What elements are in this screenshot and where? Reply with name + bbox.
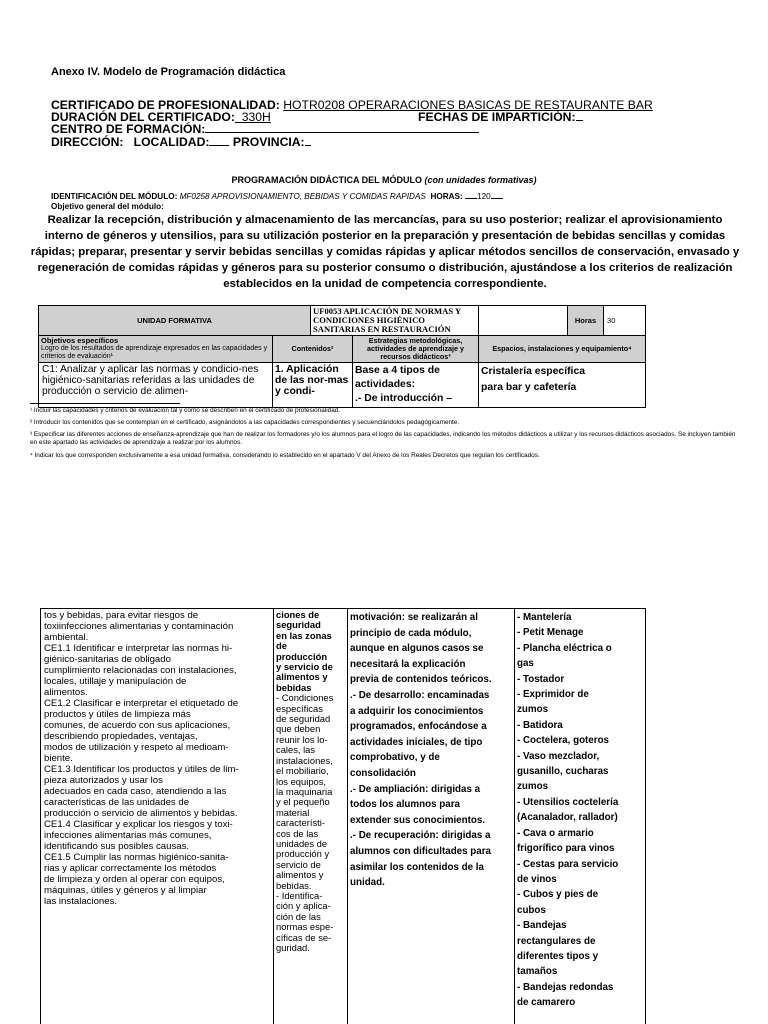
col-spaces-header: Espacios, instalaciones y equipamiento⁴ (479, 336, 646, 363)
strategy-line: motivación: se realizarán al (350, 612, 478, 623)
dates-label: FECHAS DE IMPARTICIÓN: (418, 110, 576, 124)
content-line: alimentos y (276, 869, 324, 881)
address-line (51, 136, 311, 148)
equipment-item: diferentes tipos y (517, 950, 599, 962)
content-line: - Identifica- (276, 889, 323, 901)
objective-line: de limpieza y orden al operar con equipos, (44, 874, 225, 885)
equipment-item: - Cava o armario (517, 827, 594, 839)
strategy-line: actividades iniciales, de tipo (350, 736, 483, 748)
objective-line: alimentos. (44, 687, 88, 698)
objective-line: locales, utillaje y manipulación de (44, 676, 187, 687)
col-strategies-header: Estrategias metodológicas, actividades de aprendizaje y recursos didácticos³ (353, 336, 479, 363)
equipment-item: - Petit Menage (517, 627, 584, 639)
equipment-item: - Coctelera, goteros (517, 735, 610, 747)
address-label: DIRECCIÓN: (51, 135, 124, 149)
equipment-item: rectangulares de (517, 935, 596, 947)
content-line: cos de las (276, 827, 319, 839)
content-line: cíficas de se- (276, 931, 332, 943)
equipment-item: - Cubos y pies de (517, 889, 599, 901)
strategy-line: .- De recuperación: dirigidas a (350, 830, 491, 842)
uf-hours-label: Horas (568, 306, 604, 336)
strategy-cell: Base a 4 tipos de actividades: .- De introducción – (353, 363, 479, 408)
equipment-item: - Batidora (517, 719, 563, 731)
strategy-line: todos los alumnos para (350, 799, 460, 811)
strategy-line: necesitará la explicación (350, 658, 466, 670)
content-heading-line: ciones de (276, 609, 320, 620)
content-line: unidades de (276, 837, 328, 849)
objective-line: características de las unidades de (44, 797, 190, 808)
strategy-line: programados, enfocándose a (350, 721, 487, 733)
center-line (51, 123, 479, 135)
content-line: el mobiliario, (276, 765, 329, 777)
objective-line: CE1.4 Clasificar y explicar los riesgos y toxi- (44, 819, 233, 830)
formative-unit-table (38, 305, 646, 408)
footnote-4: ⁴ Indicar los que corresponden exclusivamente a esa unidad formativa, considerando lo establecido en el apartado V del Anexo de los Reales Decretos que regulan los certificados. (30, 452, 540, 459)
province-label: PROVINCIA: (232, 135, 305, 149)
objective-line: comunes, de acuerdo con sus aplicaciones, (44, 720, 231, 731)
strategy-line: asimilar los contenidos de la (350, 861, 484, 873)
strategy-line: alumnos con dificultades para (350, 845, 491, 857)
objective-line: máquinas, útiles y géneros y al limpiar (44, 885, 207, 896)
dates-line (418, 111, 583, 123)
objective-line: identificando sus posibles causas. (44, 841, 190, 852)
uf-label-cell: UNIDAD FORMATIVA (39, 306, 311, 336)
content-line: ción y aplica- (276, 900, 331, 912)
equipment-item: gusanillo, cucharas (517, 766, 609, 778)
footnote-2: ² Introducir los contenidos que se contemplan en el certificado, asignándolos a las capacidades correspondientes y secuenciándolos pedagógicamente. (30, 419, 460, 426)
strategy-line: unidad. (350, 877, 385, 889)
duration-label: DURACIÓN DEL CERTIFICADO: (51, 110, 235, 124)
content-heading-line: bebidas (276, 681, 312, 693)
objective-line: infecciones alimentarias más comunes, (44, 830, 212, 841)
content-line: instalaciones, (276, 754, 333, 766)
duration-value: 330H (241, 110, 271, 124)
objective-label: Objetivo general del módulo: (51, 202, 164, 211)
strategy-line: consolidación (350, 767, 416, 779)
content-line: y el pequeño (276, 796, 330, 808)
strategies-continued-cell (348, 609, 515, 1024)
equipment-item: - Exprimidor de (517, 689, 589, 701)
objective-line: modos de utilización y respeto al medioam- (44, 742, 229, 753)
objective-text: Realizar la recepción, distribución y almacenamiento de las mercancías, para su uso posterior; realizar el aprovisionamiento interno de géneros y utensilios, para su utilización posterior en la preparación y presentación de bebidas sencillas y comidas rápidas; preparar, presentar y servir bebidas sencillas y comidas rápidas y aplicar métodos sencillos de conservación, envasado y regeneración de comidas rápidas y géneros para su posterior consumo o distribución, ajustándose a los criterios de realización establecidos en la unidad de competencia correspondiente. (30, 214, 740, 290)
objective-line: cumplimiento relacionadas con instalaciones, (44, 665, 237, 676)
module-id-value: MF0258 APROVISIONAMIENTO, BEBIDAS Y COMIDAS RAPIDAS (179, 192, 426, 201)
strategy-line: principio de cada módulo, (350, 627, 472, 639)
equipment-item: - Bandejas (517, 920, 567, 932)
equipment-item: - Cestas para servicio (517, 858, 619, 870)
content-line: la maquinaria (276, 785, 333, 797)
content-line: bebidas. (276, 879, 312, 891)
content-heading-line: y servicio de (276, 661, 333, 673)
certificate-label: CERTIFICADO DE PROFESIONALIDAD: (51, 98, 280, 112)
content-cell: 1. Aplicación de las nor-mas y condi- (273, 363, 353, 408)
content-line: servicio de (276, 858, 321, 870)
objectives-continued-cell (41, 609, 274, 1024)
equipment-item: zumos (517, 781, 549, 793)
footnote-3: ³ Especificar las diferentes acciones de enseñanza-aprendizaje que han de realizar los formadores y/o los alumnos para el logro de las capacidades, indicando los métodos didácticos a utilizar y los recursos didácticos asociados. Se incluyen también en este apartado las actividades de aprendizaje a realizar por los alumnos. (30, 431, 736, 446)
uf-hours-value: 30 (604, 306, 646, 336)
objective-line: giénico-sanitarias de obligado (44, 654, 171, 665)
content-line: que deben (276, 723, 321, 735)
content-line: característi- (276, 817, 325, 829)
col-contents-header: Contenidos² (273, 336, 353, 363)
content-line: reunir los lo- (276, 733, 328, 745)
equipment-list-cell (515, 609, 646, 1024)
spaces-cell: Cristalería específica para bar y cafetería (479, 363, 646, 408)
module-title: PROGRAMACIÓN DIDÁCTICA DEL MÓDULO (con unidades formativas) (231, 175, 537, 185)
objective-line: CE1.2 Clasificar e interpretar el etiquetado de (44, 698, 239, 709)
objective-line: CE1.1 Identificar e interpretar las normas hi- (44, 643, 233, 654)
equipment-item: - Mantelería (517, 612, 572, 623)
content-line: normas espe- (276, 921, 334, 933)
content-line: material (276, 806, 310, 818)
objective-line: CE1.5 Cumplir las normas higiénico-sanita- (44, 852, 229, 863)
equipment-item: frigorífico para vinos (517, 843, 615, 855)
content-line: - Condiciones (276, 692, 334, 704)
continuation-table (40, 608, 646, 1024)
objective-line: biente. (44, 753, 73, 764)
objective-line: describiendo propiedades, ventajas, (44, 731, 198, 742)
objective-line: las instalaciones. (44, 896, 118, 907)
strategy-line: extender sus conocimientos. (350, 814, 486, 826)
equipment-item: de camarero (517, 997, 576, 1009)
equipment-item: - Plancha eléctrica o (517, 642, 612, 654)
content-line: producción y (276, 848, 330, 860)
objective-line: productos y útiles de limpieza más (44, 709, 191, 720)
content-heading-line: en las zonas (276, 629, 332, 641)
equipment-item: - Utensilios coctelería (517, 796, 619, 808)
strategy-line: comprobativo, y de (350, 752, 440, 764)
objective-c1-cell: C1: Analizar y aplicar las normas y condicio-nes higiénico-sanitarias referidas a las unidades de producción o servicio de alimen- (39, 363, 273, 408)
equipment-item: de vinos (517, 873, 557, 885)
equipment-item: zumos (517, 704, 549, 716)
footnote-divider (30, 403, 180, 404)
objective-line: adecuados en cada caso, atendiendo a las (44, 786, 227, 797)
certificate-value: HOTR0208 OPERARACIONES BASICAS DE RESTAURANTE BAR (283, 98, 653, 112)
equipment-item: - Vaso mezclador, (517, 750, 600, 762)
strategy-line: aunque en algunos casos se (350, 643, 484, 655)
equipment-item: tamaños (517, 966, 558, 978)
content-heading-line: producción (276, 650, 328, 662)
objective-line: pieza autorizados y usar los (44, 775, 163, 786)
equipment-item: cubos (517, 904, 546, 916)
objective-line: toxiinfecciones alimentarias y contaminación (44, 621, 234, 632)
objective-line: rias y aplicar correctamente los métodos (44, 863, 217, 874)
contents-continued-cell (274, 609, 348, 1024)
center-label: CENTRO DE FORMACIÓN: (51, 122, 206, 136)
content-line: cales, las (276, 744, 316, 756)
objective-line: CE1.3 Identificar los productos y útiles de lim- (44, 764, 239, 775)
content-heading-line: seguridad (276, 619, 321, 631)
content-line: los equipos, (276, 775, 327, 787)
locality-label: LOCALIDAD: (133, 135, 210, 149)
module-identification: IDENTIFICACIÓN DEL MÓDULO: MF0258 APROVISIONAMIENTO, BEBIDAS Y COMIDAS RAPIDAS HORAS: 120 (51, 192, 503, 201)
col-objectives-header: Objetivos específicos Logro de los resultados de aprendizaje expresados en las capacidades y criterios de evaluación¹ (39, 336, 273, 363)
content-line: de seguridad (276, 713, 331, 725)
module-hours-value: 120 (477, 192, 491, 201)
content-line: guridad. (276, 942, 310, 953)
objective-line: tos y bebidas, para evitar riesgos de (44, 610, 199, 621)
objective-line: ambiental. (44, 632, 89, 643)
equipment-item: gas (517, 658, 534, 670)
annex-title: Anexo IV. Modelo de Programación didáctica (51, 66, 286, 78)
equipment-item: (Acanalador, rallador) (517, 812, 618, 824)
content-heading-line: de (276, 640, 287, 652)
strategy-line: .- De desarrollo: encaminadas (350, 689, 490, 701)
content-line: específicas (276, 702, 323, 714)
footnote-1: ¹ Incluir las capacidades y criterios de evaluación tal y como se describen en el certificado de profesionalidad. (30, 407, 341, 414)
strategy-line: a adquirir los conocimientos (350, 705, 484, 717)
uf-title-cell: UF0053 APLICACIÓN DE NORMAS Y CONDICIONES HIGIÉNICO SANITARIAS EN RESTAURACIÓN (311, 306, 479, 336)
objective-line: producción o servicio de alimentos y bebidas. (44, 808, 238, 819)
strategy-line: previa de contenidos teóricos. (350, 674, 492, 686)
content-line: ción de las (276, 910, 321, 922)
strategy-line: .- De ampliación: dirigidas a (350, 783, 481, 795)
content-heading-line: alimentos y (276, 671, 328, 683)
equipment-item: - Bandejas redondas (517, 981, 614, 993)
equipment-item: - Tostador (517, 673, 565, 685)
